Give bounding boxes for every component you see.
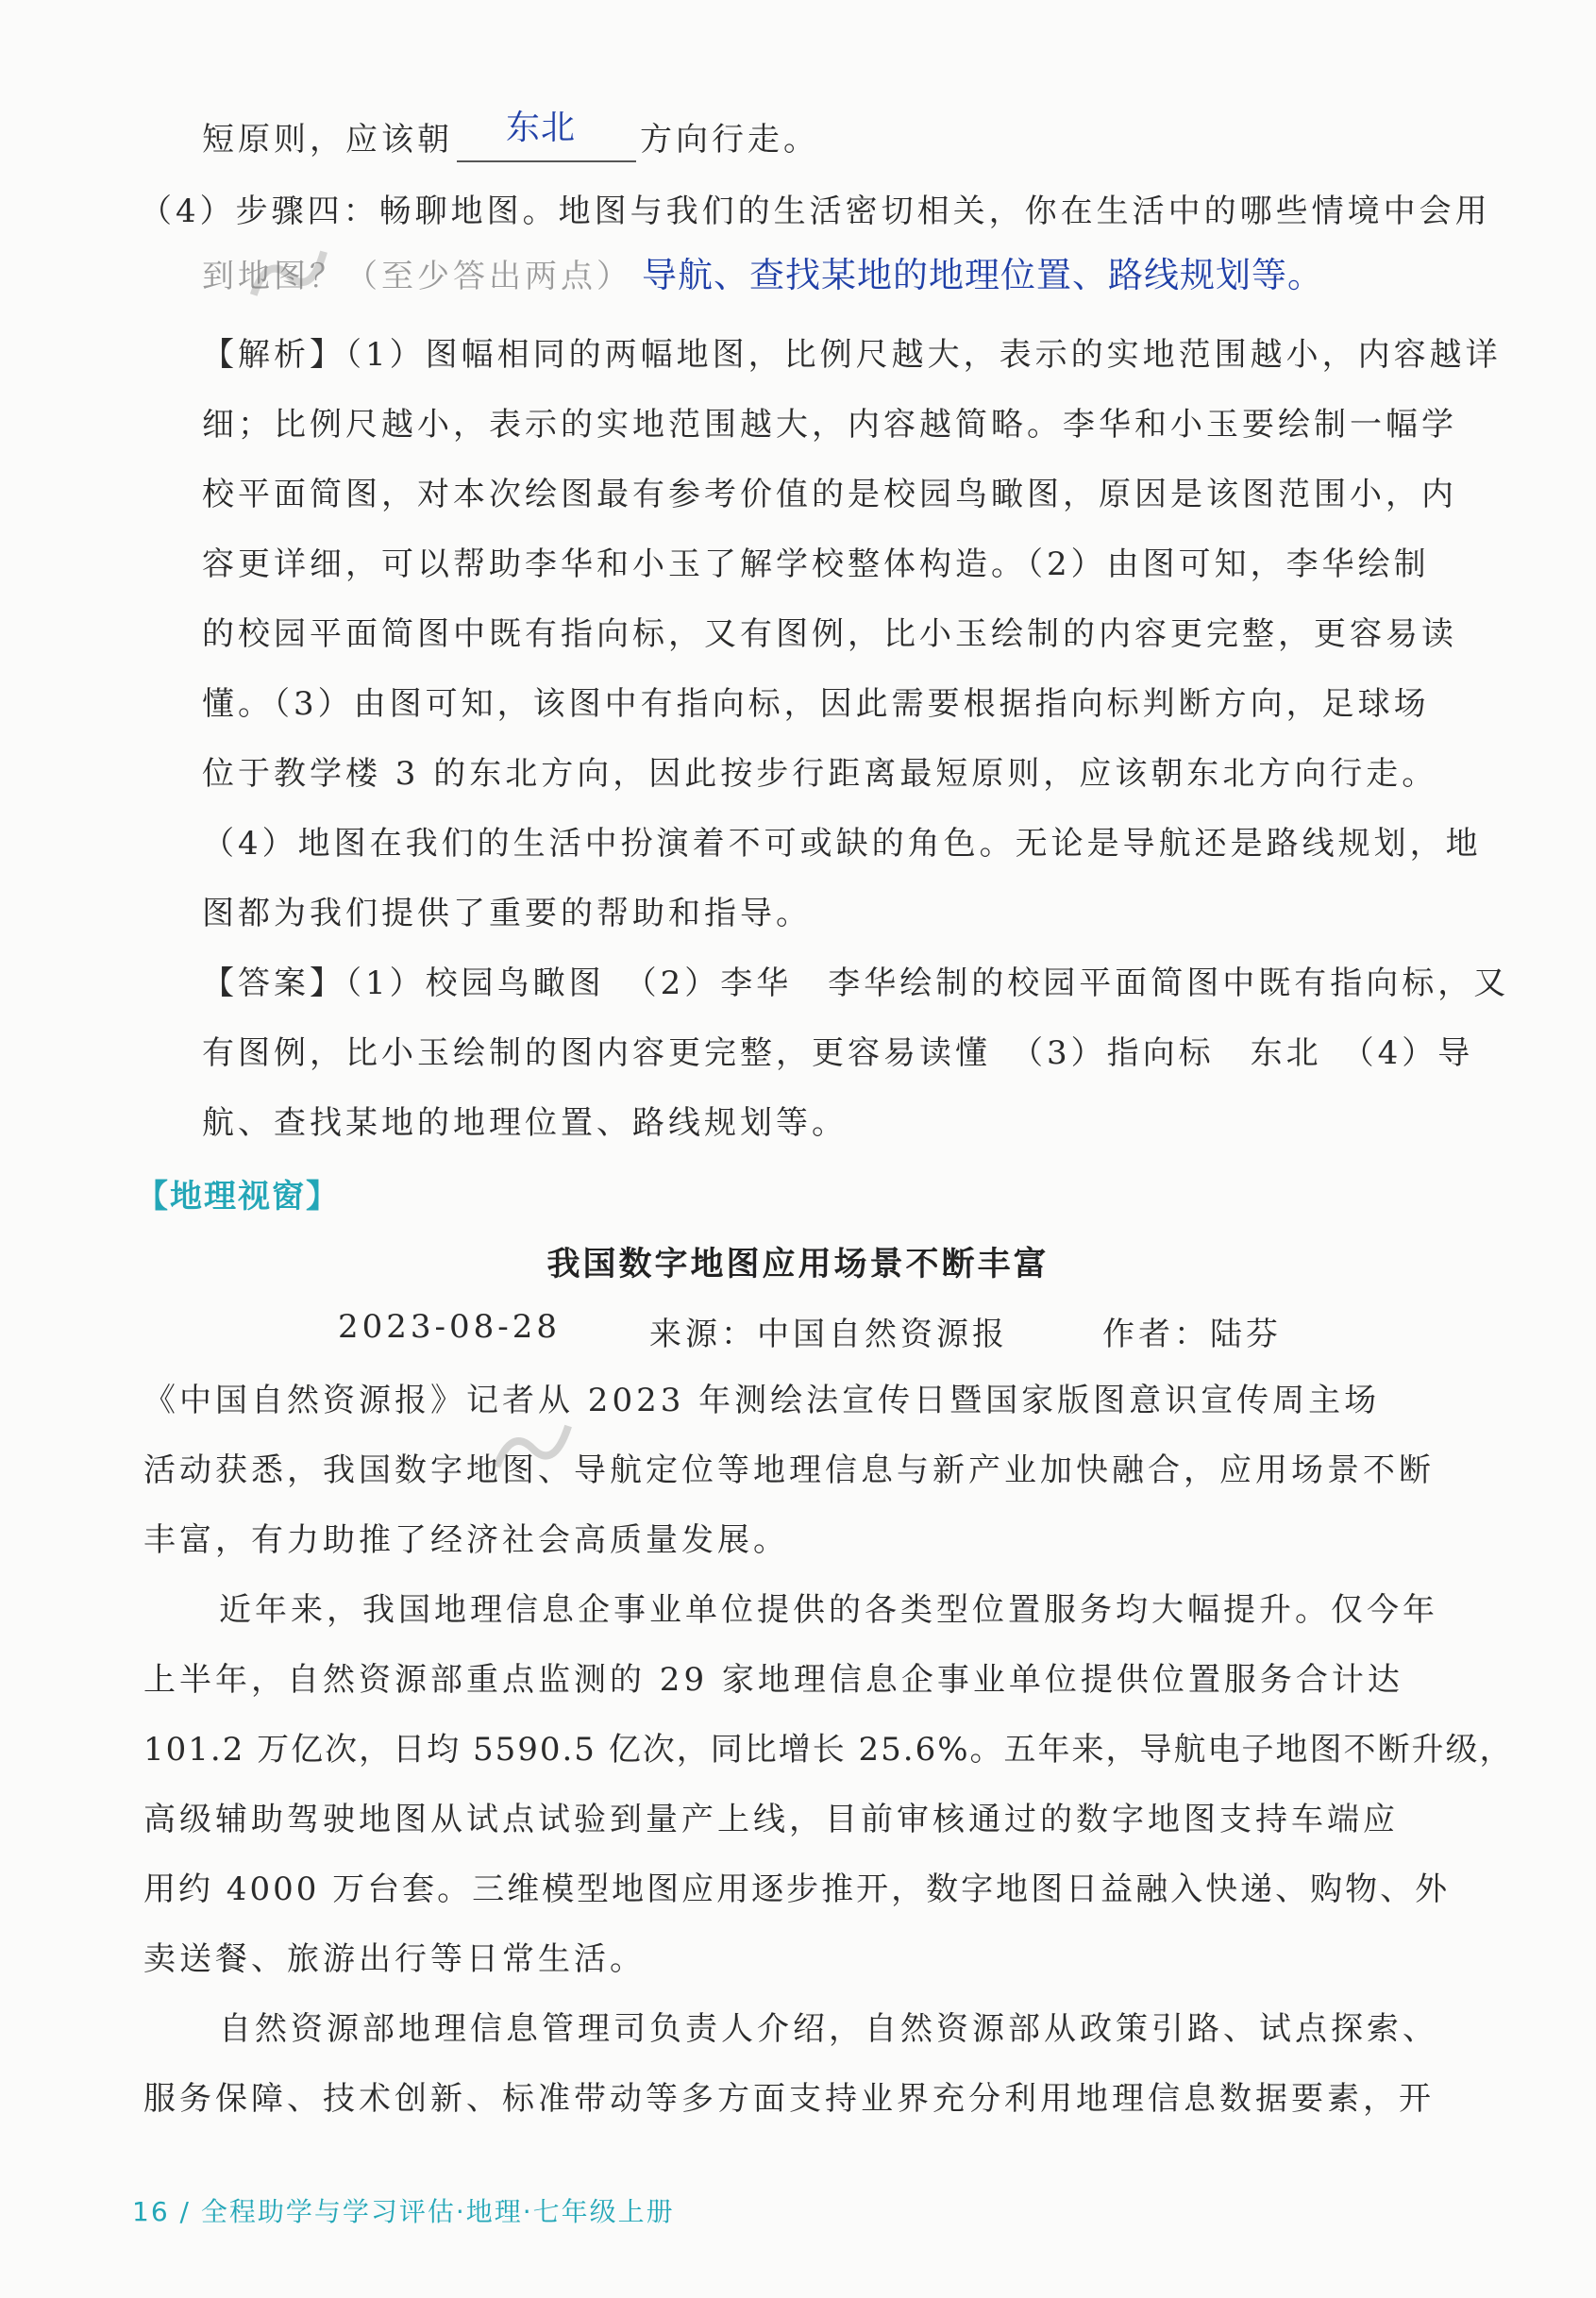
analysis-line: （4）地图在我们的生活中扮演着不可或缺的角色。无论是导航还是路线规划，地 — [202, 825, 1482, 863]
article-line: 自然资源部地理信息管理司负责人介绍，自然资源部从政策引路、试点探索、 — [219, 2010, 1438, 2048]
article-source: 来源：中国自然资源报 — [649, 1316, 1008, 1353]
answer-line: 【答案】（1）校园鸟瞰图 （2）李华 李华绘制的校园平面简图中既有指向标，又 — [202, 964, 1510, 1002]
analysis-line: 【解析】（1）图幅相同的两幅地图，比例尺越大，表示的实地范围越小，内容越详 — [202, 336, 1502, 374]
step4-line2 — [202, 253, 1323, 299]
article-line: 卖送餐、旅游出行等日常生活。 — [143, 1940, 646, 1978]
article-line: 近年来，我国地理信息企事业单位提供的各类型位置服务均大幅提升。仅今年 — [219, 1591, 1438, 1629]
question-text-after: 方向行走。 — [640, 121, 819, 159]
analysis-line: 懂。（3）由图可知，该图中有指向标，因此需要根据指向标判断方向，足球场 — [202, 685, 1430, 723]
question-continuation — [202, 109, 819, 162]
analysis-line: 图都为我们提供了重要的帮助和指导。 — [202, 895, 812, 932]
question-text-before: 短原则，应该朝 — [202, 121, 453, 159]
article-line: 上半年，自然资源部重点监测的 29 家地理信息企事业单位提供位置服务合计达 — [143, 1661, 1403, 1699]
article-line: 《中国自然资源报》记者从 2023 年测绘法宣传日暨国家版图意识宣传周主场 — [143, 1382, 1381, 1419]
answer-line: 航、查找某地的地理位置、路线规划等。 — [202, 1104, 848, 1142]
analysis-line: 容更详细，可以帮助李华和小玉了解学校整体构造。（2）由图可知，李华绘制 — [202, 545, 1430, 583]
article-author: 作者：陆芬 — [1102, 1316, 1282, 1353]
article-line: 活动获悉，我国数字地图、导航定位等地理信息与新产业加快融合，应用场景不断 — [143, 1451, 1435, 1489]
page-footer: 16 / 全程助学与学习评估·地理·七年级上册 — [132, 2196, 675, 2227]
article-line: 服务保障、技术创新、标准带动等多方面支持业界充分利用地理信息数据要素，开 — [143, 2080, 1435, 2118]
article-date: 2023-08-28 — [338, 1308, 562, 1346]
section-tag-geo-window: 【地理视窗】 — [136, 1178, 340, 1216]
article-title: 我国数字地图应用场景不断丰富 — [546, 1246, 1050, 1283]
answer-line: 有图例，比小玉绘制的图内容更完整，更容易读懂 （3）指向标 东北 （4）导 — [202, 1034, 1474, 1072]
article-line: 用约 4000 万台套。三维模型地图应用逐步推开，数字地图日益融入快递、购物、外 — [143, 1870, 1451, 1908]
article-line: 高级辅助驾驶地图从试点试验到量产上线，目前审核通过的数字地图支持车端应 — [143, 1801, 1399, 1838]
handwritten-answer-direction: 东北 — [506, 109, 577, 147]
analysis-line: 细；比例尺越小，表示的实地范围越大，内容越简略。李华和小玉要绘制一幅学 — [202, 406, 1457, 444]
article-line: 丰富，有力助推了经济社会高质量发展。 — [143, 1521, 789, 1559]
article-line: 101.2 万亿次，日均 5590.5 亿次，同比增长 25.6%。五年来，导航电子地图不断升级， — [143, 1731, 1514, 1769]
step4-printed-prompt: 到地图？（至少答出两点） — [202, 258, 632, 295]
analysis-line: 的校园平面简图中既有指向标，又有图例，比小玉绘制的内容更完整，更容易读 — [202, 615, 1457, 653]
step4-line1: （4）步骤四：畅聊地图。地图与我们的生活密切相关，你在生活中的哪些情境中会用 — [140, 193, 1491, 230]
analysis-line: 位于教学楼 3 的东北方向，因此按步行距离最短原则，应该朝东北方向行走。 — [202, 755, 1438, 793]
analysis-line: 校平面简图，对本次绘图最有参考价值的是校园鸟瞰图，原因是该图范围小，内 — [202, 476, 1457, 513]
answer-blank — [457, 109, 636, 162]
handwritten-answer-step4: 导航、查找某地的地理位置、路线规划等。 — [642, 255, 1323, 295]
